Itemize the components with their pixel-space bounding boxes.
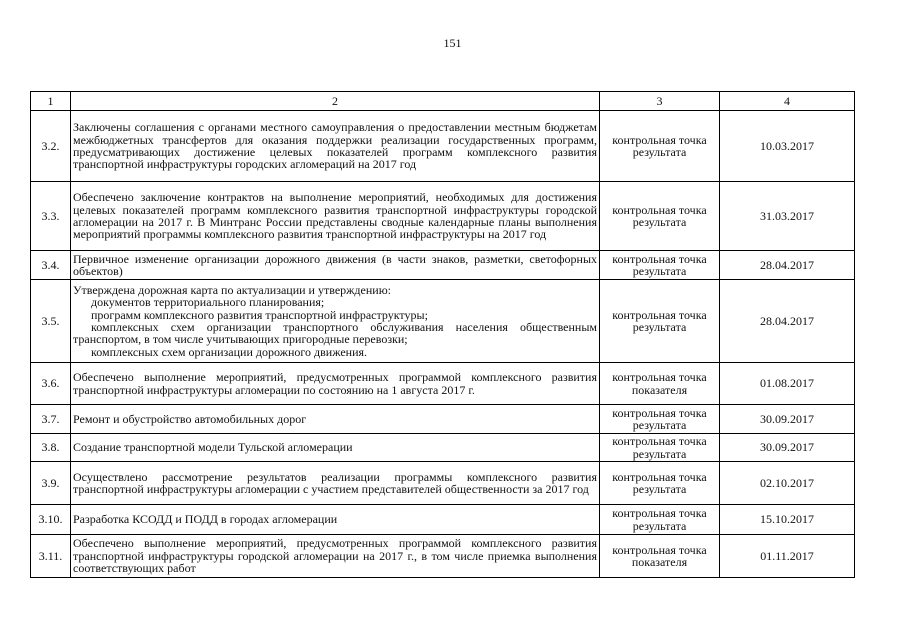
row-number: 3.10. [31,505,71,535]
row-date: 28.04.2017 [720,280,855,363]
page-number: 151 [443,36,462,50]
column-header-2: 2 [71,92,600,111]
row-milestone-type: контрольная точка результата [600,111,720,182]
table-row [31,251,855,280]
row-milestone-type: контрольная точка показателя [600,363,720,405]
row-number: 3.7. [31,405,71,434]
table-row [31,363,855,405]
roadmap-heading: Утверждена дорожная карта по актуализации и утверждению: [73,282,392,297]
table-row [31,280,855,363]
row-description [71,280,600,363]
row-description: Разработка КСОДД и ПОДД в городах агломерации [71,505,600,535]
row-description: Обеспечено выполнение мероприятий, предусмотренных программой комплексного развития транспортной инфраструктуры агломерации по состоянию на 1 августа 2017 г. [71,363,600,405]
row-number: 3.2. [31,111,71,182]
row-description: Заключены соглашения с органами местного самоуправления о предоставлении местным бюджетам межбюджетных трансфертов для оказания поддержки реализации государственных программ, предусматривающих достижение целевых показателей программ комплексного развития транспортной инфраструктуры городских агломераций на 2017 год [71,111,600,182]
row-description: Обеспечено выполнение мероприятий, предусмотренных программой комплексного развития транспортной инфраструктуры городской агломерации на 2017 г., в том числе приемка выполнения соответствующих работ [71,535,600,578]
row-milestone-type: контрольная точка результата [600,462,720,505]
row-number: 3.3. [31,182,71,251]
table-row [31,505,855,535]
column-header-4: 4 [720,92,855,111]
table-row [31,405,855,434]
row-milestone-type: контрольная точка результата [600,182,720,251]
row-milestone-type: контрольная точка результата [600,505,720,535]
row-number: 3.9. [31,462,71,505]
roadmap-item: комплексных схем организации дорожного движения. [91,344,368,359]
row-description: Ремонт и обустройство автомобильных дорог [71,405,600,434]
row-milestone-type: контрольная точка результата [600,434,720,462]
milestones-table [30,91,855,578]
roadmap-item: программ комплексного развития транспортной инфраструктуры; [91,307,428,322]
row-date: 30.09.2017 [720,434,855,462]
row-description: Первичное изменение организации дорожного движения (в части знаков, разметки, светофорных объектов) [71,251,600,280]
row-date: 31.03.2017 [720,182,855,251]
row-description: Осуществлено рассмотрение результатов реализации программы комплексного развития транспортной инфраструктуры агломерации с участием представителей общественности за 2017 год [71,462,600,505]
row-date: 02.10.2017 [720,462,855,505]
row-number: 3.5. [31,280,71,363]
table-row [31,111,855,182]
column-header-3: 3 [600,92,720,111]
row-milestone-type: контрольная точка показателя [600,535,720,578]
row-milestone-type: контрольная точка результата [600,405,720,434]
table-row [31,535,855,578]
table-row [31,434,855,462]
row-number: 3.4. [31,251,71,280]
row-date: 01.08.2017 [720,363,855,405]
row-date: 30.09.2017 [720,405,855,434]
row-date: 28.04.2017 [720,251,855,280]
row-number: 3.11. [31,535,71,578]
row-milestone-type: контрольная точка результата [600,251,720,280]
row-description: Создание транспортной модели Тульской агломерации [71,434,600,462]
table-row [31,462,855,505]
table-row [31,182,855,251]
row-date: 15.10.2017 [720,505,855,535]
row-date: 10.03.2017 [720,111,855,182]
row-number: 3.8. [31,434,71,462]
column-header-1: 1 [31,92,71,111]
row-number: 3.6. [31,363,71,405]
roadmap-item: комплексных схем организации транспортного обслуживания населения общественным транспортом, в том числе учитывающих пригородные перевозки; [73,320,597,347]
row-milestone-type: контрольная точка результата [600,280,720,363]
row-date: 01.11.2017 [720,535,855,578]
roadmap-item: документов территориального планирования; [91,295,325,310]
header-row [31,92,855,111]
row-description: Обеспечено заключение контрактов на выполнение мероприятий, необходимых для достижения целевых показателей программ комплексного развития транспортной инфраструктуры городской агломерации на 2017 г. В Минтранс России представлены сводные календарные планы выполнения мероприятий программы комплексного развития транспортной инфраструктуры на 2017 год [71,182,600,251]
